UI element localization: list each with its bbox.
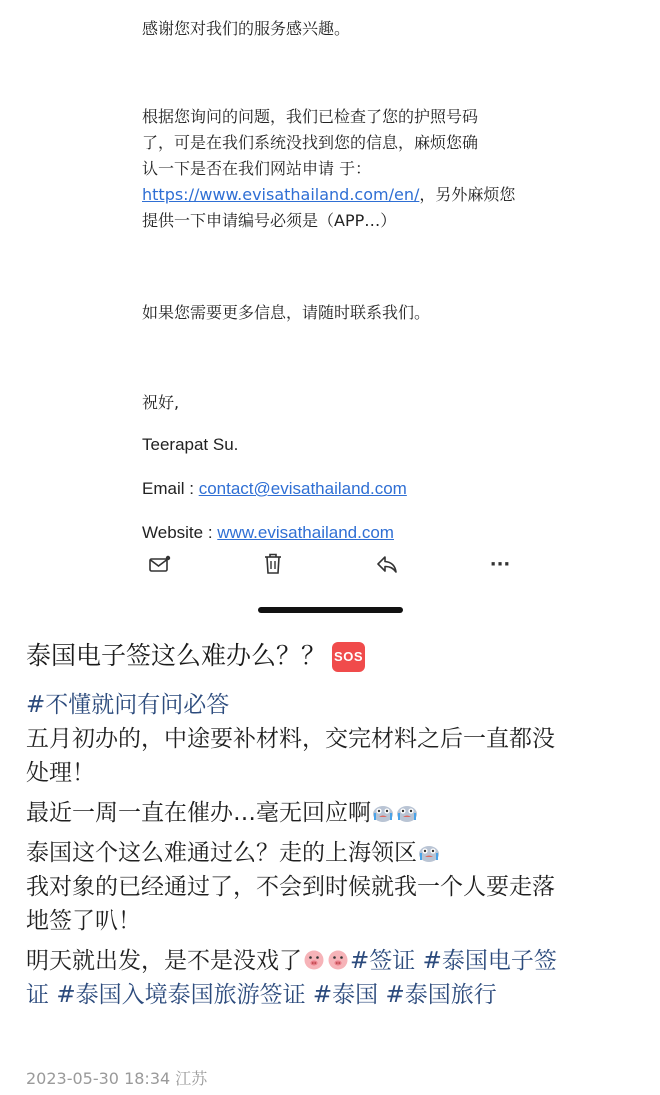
post-line-text: 明天就出发，是不是没戏了 (26, 948, 302, 974)
mail-unread-icon[interactable] (146, 550, 174, 578)
post-line: 地签了叭！ (26, 908, 141, 934)
crying-emoji-icon (396, 799, 418, 821)
email-greeting: 感谢您对我们的服务感兴趣。 (142, 19, 351, 38)
post-body (26, 688, 636, 1012)
post-title (26, 636, 365, 676)
hashtag-link[interactable]: #泰国入境泰国旅游签证 (56, 982, 306, 1008)
post-timestamp-location: 2023-05-30 18:34 江苏 (26, 1069, 208, 1088)
reply-icon[interactable] (373, 550, 401, 578)
email-label: Email : (142, 479, 199, 498)
sos-icon: SOS (332, 642, 365, 672)
crying-emoji-icon (372, 799, 394, 821)
website-label: Website : (142, 523, 218, 540)
post-line (26, 944, 636, 978)
pig-face-emoji-icon (303, 947, 325, 969)
email-line: 了，可是在我们系统没找到您的信息，麻烦您确 (142, 133, 479, 152)
more-icon[interactable]: ··· (489, 553, 511, 575)
email-closing: 祝好, (142, 393, 180, 412)
email-line-rest: ，另外麻烦您 (419, 185, 516, 204)
crying-emoji-icon (418, 839, 440, 861)
email-paragraph-1 (142, 104, 515, 234)
email-sender: Teerapat Su. (142, 435, 239, 454)
hashtag-link[interactable]: #签证 (350, 948, 416, 974)
email-address-link[interactable]: contact@evisathailand.com (198, 479, 407, 498)
email-contact-line (142, 476, 407, 502)
post-line-text: 最近一周一直在催办…毫无回应啊 (26, 800, 371, 826)
website-link[interactable]: www.evisathailand.com (217, 523, 394, 540)
hashtag-link[interactable]: #泰国旅行 (385, 982, 497, 1008)
post-line (26, 836, 636, 870)
hashtag-link[interactable]: #泰国电子签 (422, 948, 557, 974)
home-indicator (258, 607, 403, 613)
email-toolbar (130, 538, 530, 588)
post-line: 处理！ (26, 760, 95, 786)
post-line: 我对象的已经通过了，不会到时候就我一个人要走落 (26, 874, 555, 900)
evisa-link[interactable]: https://www.evisathailand.com/en/ (142, 185, 420, 204)
post-line (26, 978, 636, 1012)
email-paragraph-2: 如果您需要更多信息，请随时联系我们。 (142, 303, 431, 322)
post-line-text: 泰国这个这么难通过么？走的上海领区 (26, 840, 417, 866)
email-body (142, 0, 532, 540)
email-line: 根据您询问的问题，我们已检查了您的护照号码 (142, 107, 479, 126)
hashtag-link-continued[interactable]: 证 (26, 982, 49, 1008)
post-line: 五月初办的，中途要补材料，交完材料之后一直都没 (26, 726, 555, 752)
website-line (142, 520, 394, 540)
pig-face-emoji-icon (327, 947, 349, 969)
post-title-text: 泰国电子签这么难办么？？ (26, 641, 327, 670)
hashtag-link[interactable]: #泰国 (312, 982, 379, 1008)
trash-icon[interactable] (259, 550, 287, 578)
email-line: 认一下是否在我们网站申请 于： (142, 159, 372, 178)
email-line (142, 182, 515, 208)
post-line (26, 796, 636, 830)
email-line: 提供一下申请编号必须是（APP…） (142, 211, 397, 230)
hashtag-link[interactable]: #不懂就问有问必答 (26, 692, 230, 718)
